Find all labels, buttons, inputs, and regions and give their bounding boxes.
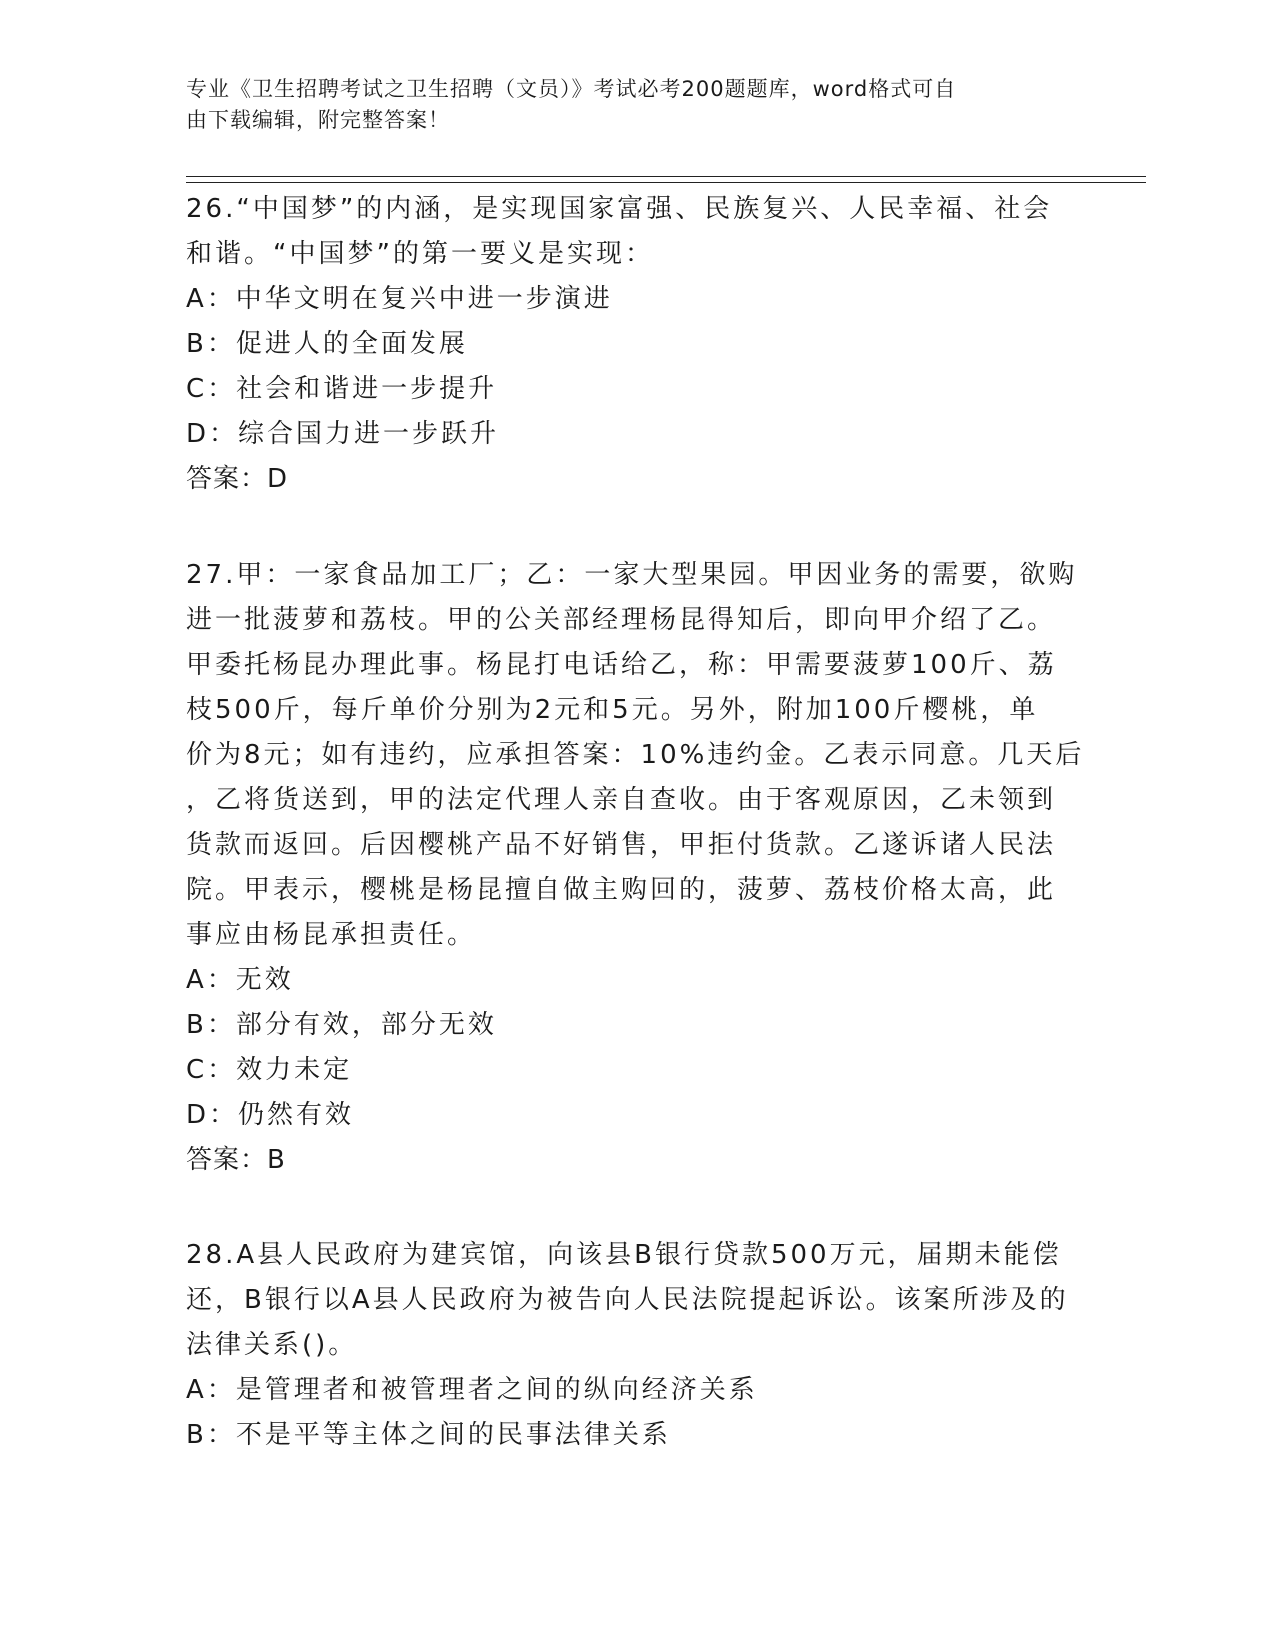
- option-a: A：无效: [186, 965, 294, 995]
- question-stem-line: 货款而返回。后因樱桃产品不好销售，甲拒付货款。乙遂诉诸人民法: [186, 830, 1057, 860]
- answer-line: 答案：B: [186, 1145, 286, 1175]
- option-b: B：促进人的全面发展: [186, 329, 468, 359]
- question-stem-line: 进一批菠萝和荔枝。甲的公关部经理杨昆得知后，即向甲介绍了乙。: [186, 605, 1057, 635]
- option-b: B：不是平等主体之间的民事法律关系: [186, 1420, 671, 1450]
- option-d: D：综合国力进一步跃升: [186, 419, 500, 449]
- answer-line: 答案：D: [186, 464, 289, 494]
- question-stem-line: 枝500斤，每斤单价分别为2元和5元。另外，附加100斤樱桃，单: [186, 695, 1039, 725]
- question-26: [186, 187, 1086, 502]
- question-stem-line: 27.甲：一家食品加工厂；乙：一家大型果园。甲因业务的需要，欲购: [186, 560, 1078, 590]
- option-c: C：社会和谐进一步提升: [186, 374, 498, 404]
- question-stem-line: 甲委托杨昆办理此事。杨昆打电话给乙，称：甲需要菠萝100斤、荔: [186, 650, 1057, 680]
- option-a: A：是管理者和被管理者之间的纵向经济关系: [186, 1375, 758, 1405]
- question-stem-line: ，乙将货送到，甲的法定代理人亲自查收。由于客观原因，乙未领到: [186, 785, 1057, 815]
- question-stem-line: 价为8元；如有违约，应承担答案：10%违约金。乙表示同意。几天后: [186, 740, 1085, 770]
- question-stem-line: 和谐。“中国梦”的第一要义是实现：: [186, 239, 654, 269]
- option-a: A：中华文明在复兴中进一步演进: [186, 284, 613, 314]
- option-d: D：仍然有效: [186, 1100, 355, 1130]
- question-stem-line: 事应由杨昆承担责任。: [186, 920, 477, 950]
- question-27: [186, 553, 1086, 1183]
- question-stem-line: 法律关系()。: [186, 1330, 358, 1360]
- document-header: [186, 74, 1066, 136]
- question-stem-line: 院。甲表示，樱桃是杨昆擅自做主购回的，菠萝、荔枝价格太高，此: [186, 875, 1057, 905]
- header-line-2: 由下载编辑，附完整答案！: [186, 108, 450, 132]
- question-stem-line: 28.A县人民政府为建宾馆，向该县B银行贷款500万元，届期未能偿: [186, 1240, 1062, 1270]
- question-28: [186, 1233, 1086, 1458]
- header-divider-bottom: [186, 182, 1146, 183]
- option-c: C：效力未定: [186, 1055, 353, 1085]
- question-stem-line: 还，B银行以A县人民政府为被告向人民法院提起诉讼。该案所涉及的: [186, 1285, 1069, 1315]
- header-divider-top: [186, 176, 1146, 177]
- option-b: B：部分有效，部分无效: [186, 1010, 497, 1040]
- header-line-1: 专业《卫生招聘考试之卫生招聘（文员）》考试必考200题题库，word格式可自: [186, 77, 957, 101]
- question-stem-line: 26.“中国梦”的内涵，是实现国家富强、民族复兴、人民幸福、社会: [186, 194, 1053, 224]
